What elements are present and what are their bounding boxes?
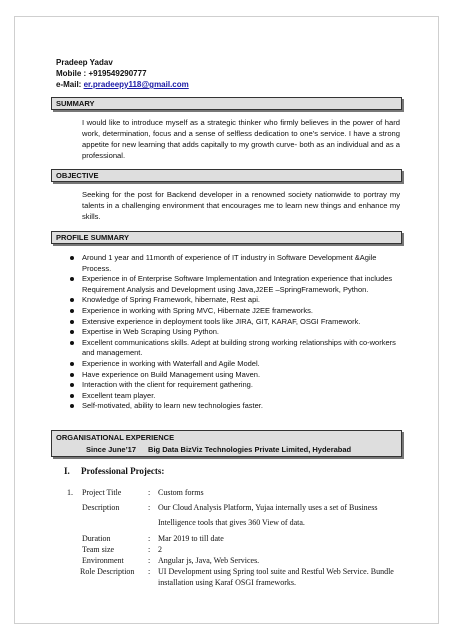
row-value: UI Development using Spring tool suite and Restful Web Service. Bundle installation using Karaf OSGI frameworks. [158, 567, 394, 587]
email-link[interactable]: er.pradeepy118@gmail.com [83, 80, 189, 89]
list-item: Knowledge of Spring Framework, hibernate, Rest api. [68, 295, 400, 306]
row-value: Angular js, Java, Web Services. [158, 556, 260, 565]
list-item: Interaction with the client for requirement gathering. [68, 380, 400, 391]
mobile-line [56, 68, 189, 79]
row-colon: : [148, 545, 151, 554]
candidate-name: Pradeep Yadav [56, 58, 113, 67]
row-label: Duration [82, 534, 111, 543]
row-value: Intelligence tools that gives 360 View of data. [158, 518, 305, 527]
email-line [56, 79, 189, 90]
row-label: Team size [82, 545, 115, 554]
list-item: Experience in working with Spring MVC, Hibernate J2EE frameworks. [68, 306, 400, 317]
list-item: Excellent communications skills. Adept at building strong working relationships with co-workers and management. [68, 338, 400, 359]
list-item: Extensive experience in deployment tools like JIRA, GIT, KARAF, OSGI Framework. [68, 317, 400, 328]
row-colon: : [148, 567, 151, 576]
projects-heading [64, 466, 164, 476]
row-label: Role Description [80, 567, 135, 576]
org-experience-heading: ORGANISATIONAL EXPERIENCE [56, 433, 175, 442]
row-label: Project Title [82, 488, 122, 497]
list-item: Excellent team player. [68, 391, 400, 402]
summary-heading: SUMMARY [51, 97, 402, 110]
projects-heading-text: Professional Projects: [81, 466, 165, 476]
summary-text: I would like to introduce myself as a strategic thinker who firmly believes in the power of hard work, determination, focus and a sense of selfless dedication to one’s service. I have a strong appetite for new learning that adds capitally to my growth curve- both as an individual and as a professional. [82, 118, 400, 160]
contact-block [56, 57, 189, 90]
company-name: Big Data BizViz Technologies Private Limited, Hyderabad [148, 445, 352, 454]
org-experience-box [51, 430, 402, 457]
row-colon: : [148, 556, 151, 565]
row-colon: : [148, 488, 151, 497]
row-value: Our Cloud Analysis Platform, Yujaa internally uses a set of Business [158, 503, 378, 512]
row-label: Description [82, 503, 120, 512]
objective-text: Seeking for the post for Backend developer in a renowned society nationwide to portray my talents in a challenging environment that encourages me to learn new things and enhance my skills. [82, 190, 400, 221]
list-item: Expertise in Web Scraping Using Python. [68, 327, 400, 338]
employment-since: Since June’17 [86, 445, 137, 454]
list-item: Have experience on Build Management using Maven. [68, 370, 400, 381]
row-value: 2 [158, 545, 162, 554]
objective-heading: OBJECTIVE [51, 169, 402, 182]
profile-summary-list [68, 253, 400, 412]
list-item: Self-motivated, ability to learn new technologies faster. [68, 401, 400, 412]
mobile-label: Mobile : [56, 69, 89, 78]
row-colon: : [148, 503, 151, 512]
profile-summary-heading: PROFILE SUMMARY [51, 231, 402, 244]
email-label: e-Mail: [56, 80, 84, 89]
row-value: Mar 2019 to till date [158, 534, 224, 543]
project-number: 1. [67, 488, 73, 497]
mobile-number: +919549290777 [88, 69, 147, 78]
row-value: Custom forms [158, 488, 204, 497]
section-numeral: I. [64, 466, 70, 476]
list-item: Experience in working with Waterfall and Agile Model. [68, 359, 400, 370]
row-label: Environment [82, 556, 124, 565]
list-item: Experience in of Enterprise Software Implementation and Integration experience that includes Requirement Analysis and Development using Java,J2EE –SpringFramework, Python. [68, 274, 400, 295]
row-colon: : [148, 534, 151, 543]
list-item: Around 1 year and 11month of experience of IT industry in Software Development &Agile Process. [68, 253, 400, 274]
employment-line [86, 445, 351, 454]
